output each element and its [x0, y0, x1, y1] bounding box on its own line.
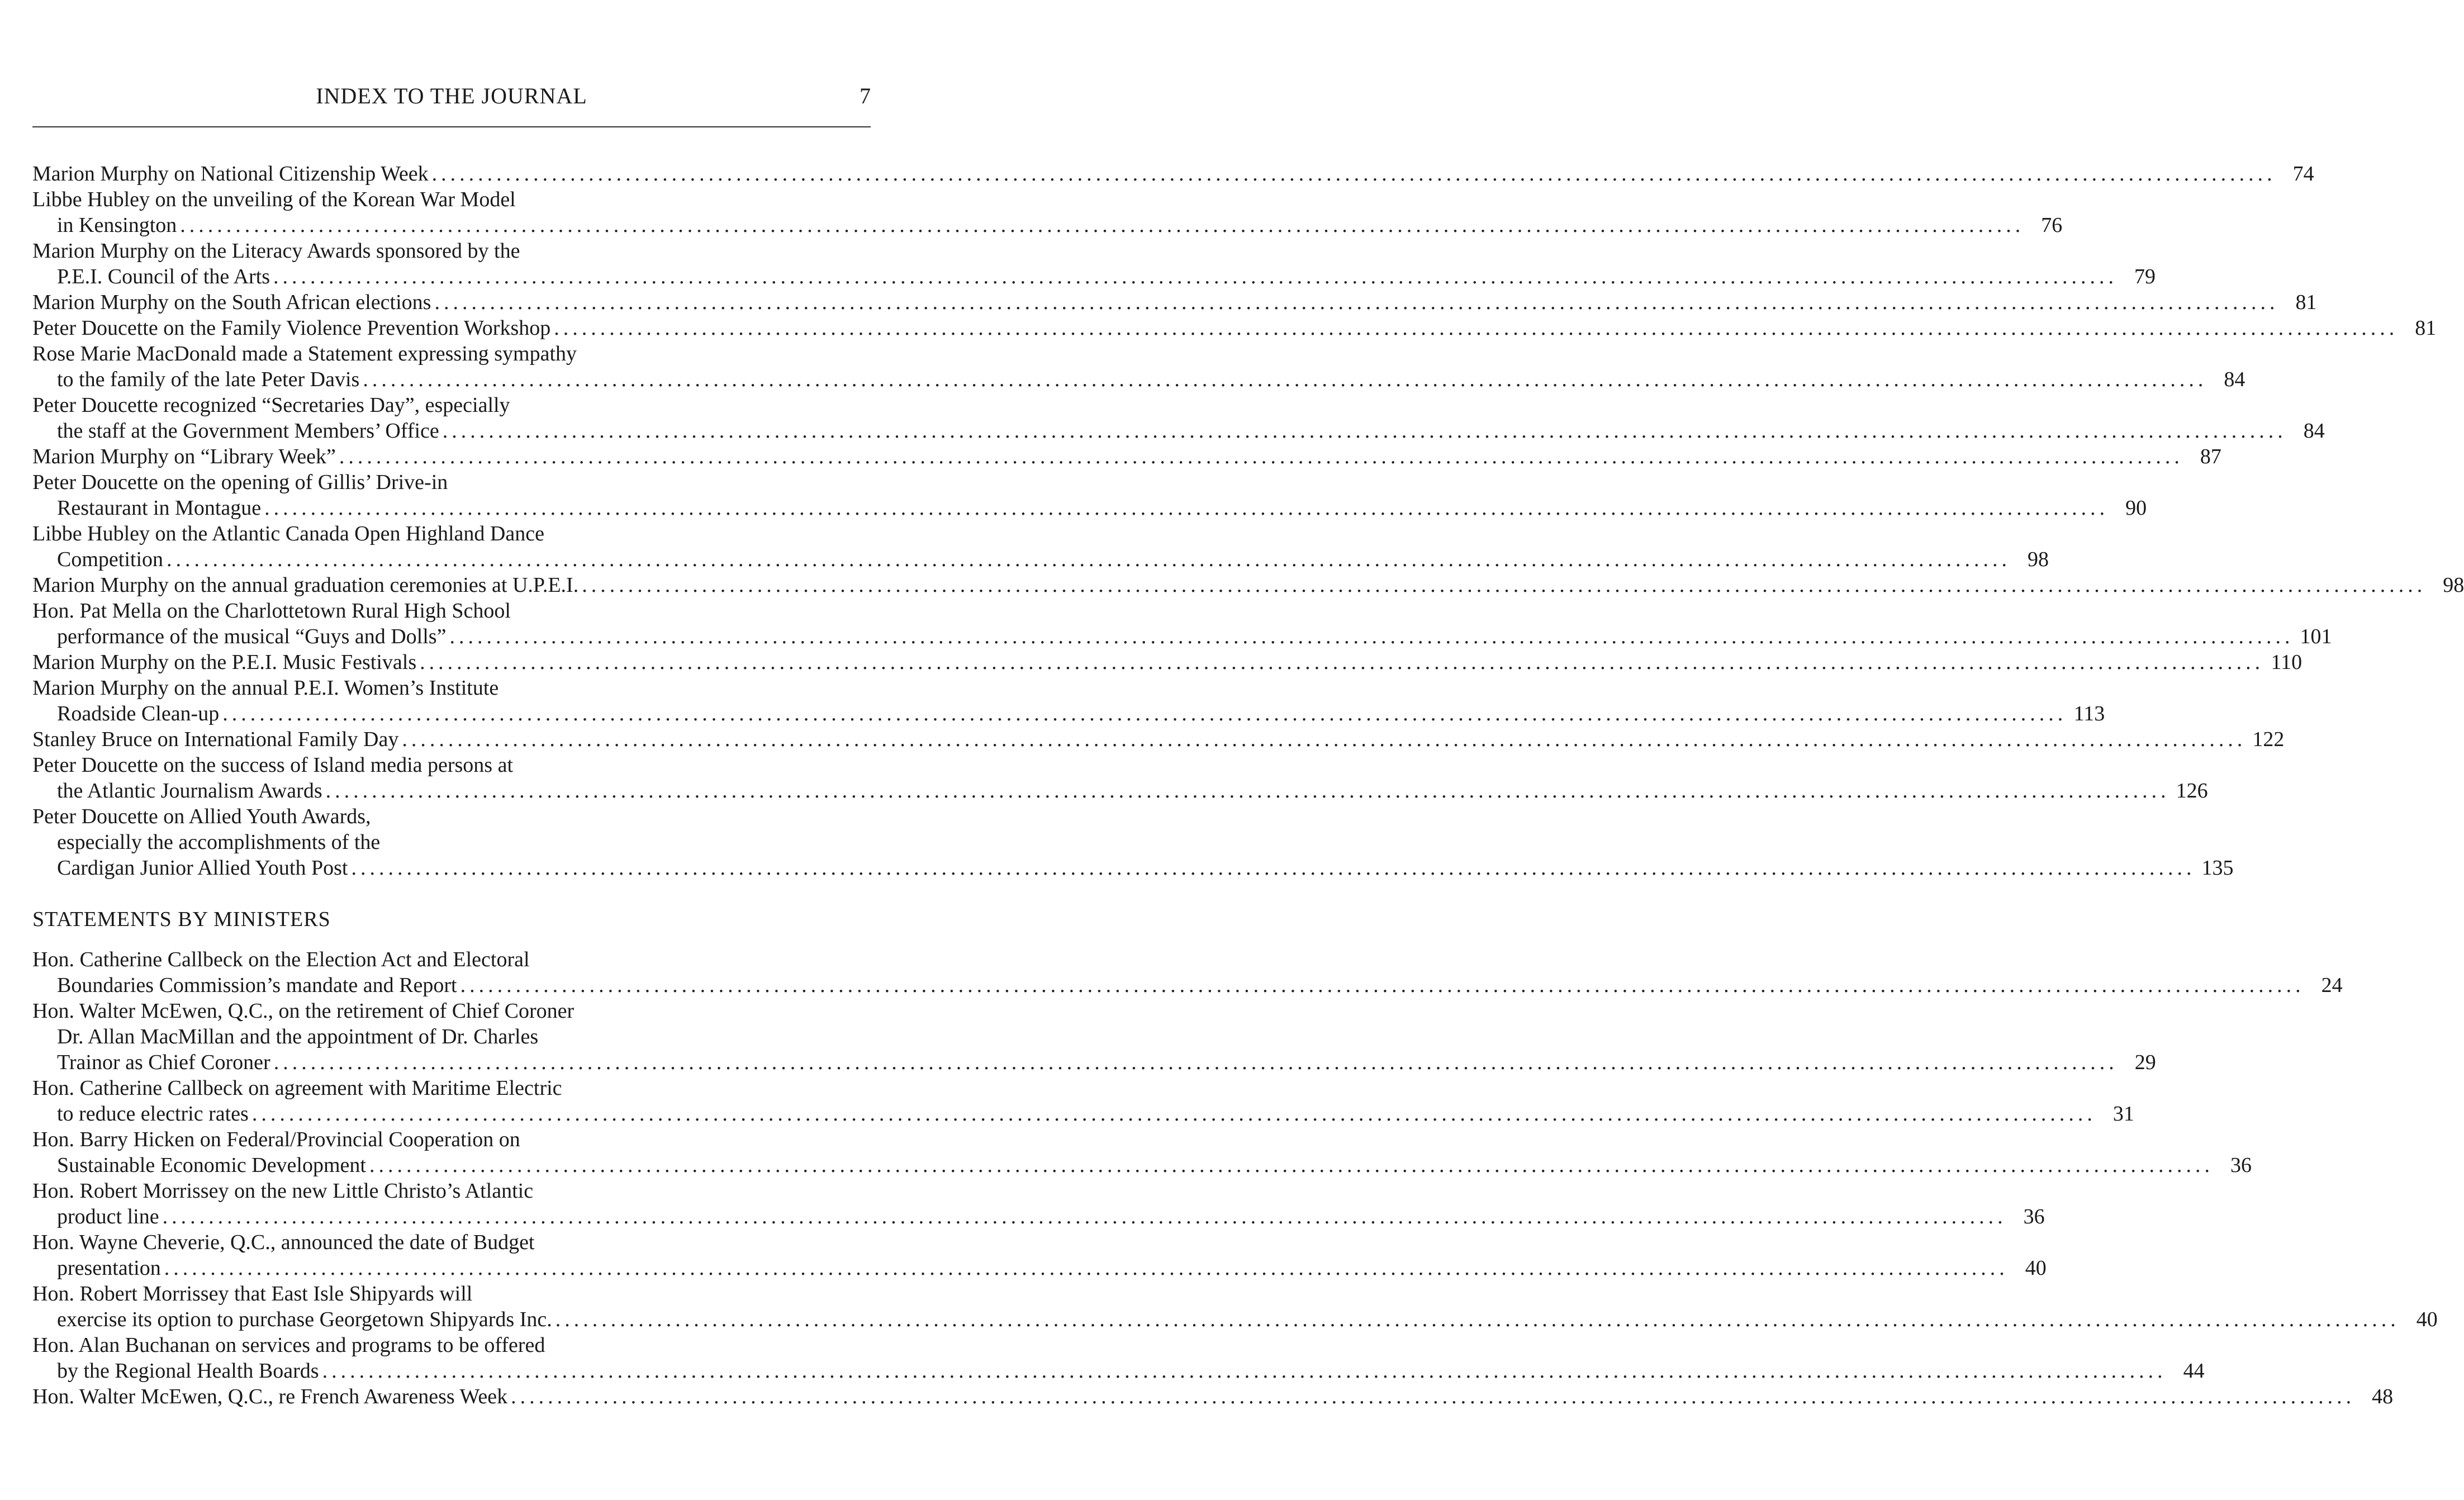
index-entry [32, 521, 2049, 572]
dot-leader: ........................................................................................................................................................................................................ [222, 702, 2067, 725]
entry-text-line: in Kensington [57, 213, 177, 237]
entry-text-line: Rose Marie MacDonald made a Statement expressing sympathy [32, 342, 577, 365]
entry-text-line: Sustainable Economic Development [57, 1154, 366, 1177]
dot-leader: ........................................................................................................................................................................................................ [420, 651, 2264, 674]
index-entry [32, 1384, 2394, 1409]
index-entry [32, 727, 2285, 752]
dot-leader: ........................................................................................................................................................................................................ [339, 445, 2183, 468]
ministers-statements-list [32, 947, 2438, 1409]
index-entry [32, 649, 2302, 675]
entry-page-number: 40 [2416, 1308, 2438, 1331]
entry-text-line: Marion Murphy on National Citizenship Week [32, 162, 429, 186]
entry-text-line: Hon. Walter McEwen, Q.C., re French Awareness Week [32, 1385, 508, 1408]
entry-page-number: 122 [2252, 728, 2285, 751]
entry-last-line [32, 778, 2208, 804]
entry-last-line [32, 444, 2221, 469]
index-entry [32, 947, 2343, 998]
dot-leader: ........................................................................................................................................................................................................ [180, 213, 2025, 237]
entry-text-line: Marion Murphy on the P.E.I. Music Festivals [32, 651, 417, 674]
header-rule [32, 126, 871, 127]
entry-page-number: 81 [2295, 291, 2317, 314]
entry-last-line [32, 572, 2464, 598]
entry-text-line: Libbe Hubley on the unveiling of the Korean War Model [32, 188, 516, 211]
index-entry [32, 469, 2147, 521]
entry-page-number: 101 [2300, 625, 2332, 648]
dot-leader: ........................................................................................................................................................................................................ [402, 728, 2247, 751]
dot-leader: ........................................................................................................................................................................................................ [363, 368, 2207, 391]
entry-page-number: 76 [2041, 213, 2063, 237]
entry-last-line [32, 289, 2317, 315]
entry-text-line: Dr. Allan MacMillan and the appointment of Dr. Charles [57, 1025, 539, 1048]
entry-page-number: 98 [2028, 548, 2049, 571]
index-entry [32, 804, 2234, 881]
entry-text-line: Marion Murphy on the annual P.E.I. Women’s Institute [32, 676, 499, 700]
entry-page-number: 36 [2023, 1205, 2045, 1228]
dot-leader: ........................................................................................................................................................................................................ [511, 1385, 2356, 1408]
entry-page-number: 24 [2321, 974, 2343, 997]
entry-last-line [32, 1050, 2156, 1075]
dot-leader: ........................................................................................................................................................................................................ [273, 1051, 2118, 1074]
index-entry [32, 392, 2325, 444]
dot-leader: ........................................................................................................................................................................................................ [449, 625, 2294, 648]
entry-text-line: Stanley Bruce on International Family Day [32, 728, 399, 751]
entry-last-line [32, 212, 2063, 238]
entry-text-line: P.E.I. Council of the Arts [57, 265, 270, 288]
entry-text-line: Peter Doucette on the Family Violence Prevention Workshop [32, 316, 551, 340]
entry-page-number: 135 [2201, 856, 2234, 880]
entry-text-line: Roadside Clean-up [57, 702, 220, 725]
entry-text-line: Hon. Barry Hicken on Federal/Provincial Cooperation on [32, 1128, 520, 1151]
entry-last-line [32, 1255, 2047, 1281]
index-entry [32, 315, 2437, 341]
dot-leader: ........................................................................................................................................................................................................ [167, 548, 2011, 571]
entry-text-line: Peter Doucette on the opening of Gillis’ Drive-in [32, 471, 448, 494]
entry-text-line: the Atlantic Journalism Awards [57, 779, 322, 803]
dot-leader: ........................................................................................................................................................................................................ [325, 779, 2170, 803]
entry-text-line: Competition [57, 548, 163, 571]
dot-leader: ........................................................................................................................................................................................................ [322, 1359, 2167, 1383]
entry-text-line: Restaurant in Montague [57, 496, 262, 520]
entry-text-line: Hon. Robert Morrissey that East Isle Shipyards will [32, 1282, 473, 1306]
index-entry [32, 238, 2156, 289]
index-entry [32, 1281, 2438, 1332]
entry-page-number: 87 [2200, 445, 2221, 468]
entry-last-line [32, 855, 2234, 881]
index-entry [32, 1178, 2045, 1230]
entry-page-number: 29 [2134, 1051, 2156, 1074]
entry-text-line: Hon. Catherine Callbeck on the Election Act and Electoral [32, 948, 530, 971]
entry-last-line [32, 727, 2285, 752]
entry-last-line [32, 1384, 2394, 1409]
dot-leader: ........................................................................................................................................................................................................ [442, 419, 2287, 443]
entry-page-number: 48 [2372, 1385, 2394, 1408]
entry-text-line: Marion Murphy on the South African elections [32, 291, 431, 314]
entry-text-line: especially the accomplishments of the [57, 830, 381, 854]
dot-leader: ........................................................................................................................................................................................................ [460, 974, 2305, 997]
entry-page-number: 81 [2415, 316, 2437, 340]
index-entry [32, 161, 2314, 187]
entry-text-line: to the family of the late Peter Davis [57, 368, 360, 391]
entry-text-line: Marion Murphy on the Literacy Awards sponsored by the [32, 239, 520, 263]
entry-last-line [32, 1152, 2252, 1178]
index-entry [32, 444, 2221, 469]
entry-text-line: Trainor as Chief Coroner [57, 1051, 270, 1074]
entry-last-line [32, 701, 2105, 727]
entry-last-line [32, 1204, 2045, 1230]
entry-page-number: 36 [2230, 1154, 2252, 1177]
index-entry [32, 675, 2105, 727]
dot-leader: ........................................................................................................................................................................................................ [555, 1308, 2400, 1331]
dot-leader: ........................................................................................................................................................................................................ [434, 291, 2279, 314]
entry-text-line: Boundaries Commission’s mandate and Report [57, 974, 457, 997]
entry-page-number: 110 [2271, 651, 2302, 674]
index-entry [32, 187, 2063, 238]
index-entry [32, 1332, 2205, 1384]
entry-page-number: 79 [2134, 265, 2156, 288]
entry-text-line: Libbe Hubley on the Atlantic Canada Open Highland Dance [32, 522, 544, 545]
entry-text-line: to reduce electric rates [57, 1102, 249, 1126]
dot-leader: ........................................................................................................................................................................................................ [369, 1154, 2214, 1177]
entry-last-line [32, 1101, 2134, 1127]
entry-page-number: 44 [2183, 1359, 2205, 1383]
entry-text-line: Hon. Wayne Cheverie, Q.C., announced the date of Budget [32, 1231, 535, 1254]
section-heading-ministers: STATEMENTS BY MINISTERS [32, 908, 331, 931]
dot-leader: ........................................................................................................................................................................................................ [554, 316, 2399, 340]
entry-last-line [32, 547, 2049, 572]
entry-text-line: Peter Doucette on the success of Island media persons at [32, 753, 514, 777]
entry-text-line: Hon. Pat Mella on the Charlottetown Rural High School [32, 599, 511, 623]
dot-leader: ........................................................................................................................................................................................................ [251, 1102, 2096, 1126]
dot-leader: ........................................................................................................................................................................................................ [582, 573, 2427, 597]
entry-text-line: Marion Murphy on the annual graduation ceremonies at U.P.E.I. [32, 573, 579, 597]
entry-last-line [32, 1307, 2438, 1332]
members-statements-list [32, 161, 2464, 881]
entry-last-line [32, 649, 2302, 675]
entry-text-line: by the Regional Health Boards [57, 1359, 319, 1383]
index-entry [32, 598, 2332, 649]
entry-text-line: Peter Doucette on Allied Youth Awards, [32, 805, 371, 828]
index-entry [32, 572, 2464, 598]
entry-last-line [32, 624, 2332, 649]
index-entry [32, 752, 2208, 804]
entry-page-number: 74 [2292, 162, 2314, 186]
entry-last-line [32, 418, 2325, 444]
entry-page-number: 31 [2112, 1102, 2134, 1126]
entry-page-number: 84 [2303, 419, 2325, 443]
entry-last-line [32, 1358, 2205, 1384]
entry-last-line [32, 972, 2343, 998]
dot-leader: ........................................................................................................................................................................................................ [264, 496, 2109, 520]
page-title: INDEX TO THE JOURNAL [316, 83, 587, 108]
dot-leader: ........................................................................................................................................................................................................ [162, 1205, 2007, 1228]
index-entry [32, 341, 2245, 392]
entry-text-line: Peter Doucette recognized “Secretaries Day”, especially [32, 393, 510, 417]
dot-leader: ........................................................................................................................................................................................................ [431, 162, 2276, 186]
entry-last-line [32, 264, 2156, 289]
entry-page-number: 126 [2176, 779, 2208, 803]
entry-last-line [32, 161, 2314, 187]
dot-leader: ........................................................................................................................................................................................................ [273, 265, 2118, 288]
entry-text-line: Hon. Catherine Callbeck on agreement with Maritime Electric [32, 1076, 562, 1100]
entry-last-line [32, 367, 2245, 392]
dot-leader: ........................................................................................................................................................................................................ [164, 1256, 2009, 1280]
entry-text-line: Hon. Robert Morrissey on the new Little Christo’s Atlantic [32, 1179, 534, 1203]
entry-text-line: Hon. Walter McEwen, Q.C., on the retirement of Chief Coroner [32, 999, 575, 1023]
entry-page-number: 40 [2025, 1256, 2047, 1280]
entry-text-line: performance of the musical “Guys and Dolls” [57, 625, 447, 648]
entry-page-number: 98 [2443, 573, 2464, 597]
index-entry [32, 1075, 2134, 1127]
entry-page-number: 113 [2073, 702, 2105, 725]
dot-leader: ........................................................................................................................................................................................................ [351, 856, 2196, 880]
index-entry [32, 1127, 2252, 1178]
entry-text-line: product line [57, 1205, 159, 1228]
entry-text-line: Cardigan Junior Allied Youth Post [57, 856, 348, 880]
index-content [32, 161, 2464, 1409]
running-head [32, 83, 871, 116]
entry-text-line: Hon. Alan Buchanan on services and programs to be offered [32, 1333, 545, 1357]
entry-last-line [32, 495, 2147, 521]
entry-text-line: Marion Murphy on “Library Week” [32, 445, 336, 468]
page-number: 7 [860, 83, 871, 108]
entry-text-line: the staff at the Government Members’ Office [57, 419, 439, 443]
entry-page-number: 84 [2224, 368, 2245, 391]
entry-page-number: 90 [2125, 496, 2147, 520]
index-entry [32, 1230, 2047, 1281]
index-entry [32, 289, 2317, 315]
index-entry [32, 998, 2156, 1075]
entry-last-line [32, 315, 2437, 341]
entry-text-line: exercise its option to purchase Georgetown Shipyards Inc. [57, 1308, 552, 1331]
entry-text-line: presentation [57, 1256, 161, 1280]
